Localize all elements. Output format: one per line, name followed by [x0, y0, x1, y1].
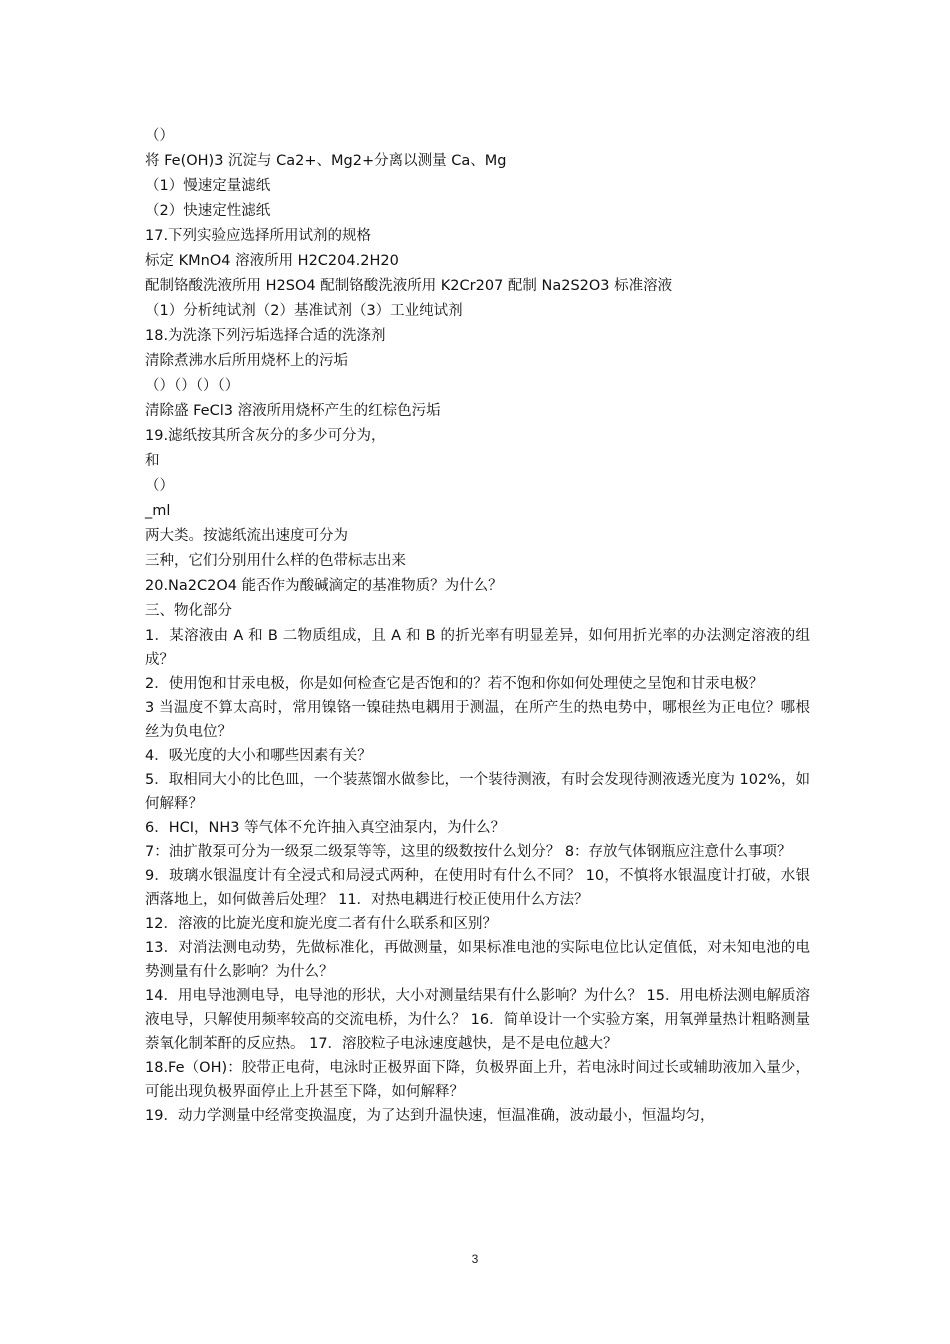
- text-line: _ml: [145, 503, 171, 519]
- text-line: 标定 KMnO4 溶液所用 H2C204.2H20: [145, 253, 399, 269]
- section-heading: 三、物化部分: [145, 603, 232, 619]
- question-paragraph: 6．HCI，NH3 等气体不允许抽入真空油泵内，为什么？: [145, 820, 506, 836]
- question-paragraph: 5．取相同大小的比色皿，一个装蒸馏水做参比，一个装待测液，有时会发现待测液透光度为 102%，如何解释？: [145, 772, 810, 812]
- question-paragraph: 7：油扩散泵可分为一级泵二级泵等等，这里的级数按什么划分？ 8：存放气体钢瓶应注意什么事项？: [145, 844, 792, 860]
- question-paragraph: 3 当温度不算太高时，常用镍铬一镍硅热电耦用于测温，在所产生的热电势中，哪根丝为正电位？哪根丝为负电位？: [145, 700, 810, 740]
- text-line: 清除盛 FeCl3 溶液所用烧杯产生的红棕色污垢: [145, 403, 441, 419]
- text-line: （1）慢速定量滤纸: [145, 178, 271, 194]
- page-body: [145, 124, 810, 1128]
- text-line: 两大类。按滤纸流出速度可分为: [145, 528, 348, 544]
- question-paragraph: 2．使用饱和甘汞电极，你是如何检查它是否饱和的？若不饱和你如何处理使之呈饱和甘汞电极？: [145, 676, 764, 692]
- text-line: （2）快速定性滤纸: [145, 203, 271, 219]
- question-paragraph: 1．某溶液由 A 和 B 二物质组成，且 A 和 B 的折光率有明显差异，如何用折光率的办法测定溶液的组成？: [145, 628, 810, 668]
- text-line: 清除煮沸水后所用烧杯上的污垢: [145, 353, 348, 369]
- text-line: 三种，它们分别用什么样的色带标志出来: [145, 553, 406, 569]
- text-line: （）: [145, 478, 174, 494]
- text-line: （1）分析纯试剂（2）基准试剂（3）工业纯试剂: [145, 303, 463, 319]
- text-line: 和: [145, 453, 160, 469]
- question-paragraph: 12．溶液的比旋光度和旋光度二者有什么联系和区别？: [145, 916, 497, 932]
- question-heading: 19.滤纸按其所含灰分的多少可分为，: [145, 428, 386, 444]
- page-number: 3: [471, 1252, 479, 1266]
- question-paragraph: 14．用电导池测电导，电导池的形状，大小对测量结果有什么影响？为什么？ 15．用电桥法测电解质溶液电导，只解使用频率较高的交流电桥，为什么？ 16．简单设计一个实验方案，用氧弹量热计粗略测量萘氧化制苯酐的反应热。 17．溶胶粒子电泳速度越快，是不是电位越大？: [145, 988, 811, 1052]
- question-paragraph: 4．吸光度的大小和哪些因素有关？: [145, 748, 372, 764]
- text-line: 配制铬酸洗液所用 H2SO4 配制铬酸洗液所用 K2Cr207 配制 Na2S2O3 标准溶液: [145, 278, 673, 294]
- text-line: 将 Fe(OH)3 沉淀与 Ca2+、Mg2+分离以测量 Ca、Mg: [145, 153, 507, 169]
- question-paragraph: 9．玻璃水银温度计有全浸式和局浸式两种，在使用时有什么不同？ 10，不慎将水银温度计打破，水银洒落地上，如何做善后处理？ 11．对热电耦进行校正使用什么方法？: [145, 868, 810, 908]
- question-paragraph: 19．动力学测量中经常变换温度，为了达到升温快速，恒温准确，波动最小，恒温均匀，: [145, 1108, 715, 1124]
- question-heading: 17.下列实验应选择所用试剂的规格: [145, 228, 372, 244]
- text-line: （）（）（）（）: [145, 378, 240, 394]
- question-paragraph: 18.Fe（OH)：胶带正电荷，电泳时正极界面下降，负极界面上升，若电泳时间过长或辅助液加入量少，可能出现负极界面停止上升甚至下降，如何解释？: [145, 1060, 810, 1100]
- question-paragraph: 13．对消法测电动势，先做标准化，再做测量，如果标准电池的实际电位比认定值低，对未知电池的电势测量有什么影响？为什么？: [145, 940, 810, 980]
- question-heading: 18.为洗涤下列污垢选择合适的洗涤剂: [145, 328, 386, 344]
- text-line: （）: [145, 128, 174, 144]
- question-heading: 20.Na2C2O4 能否作为酸碱滴定的基准物质？为什么？: [145, 578, 503, 594]
